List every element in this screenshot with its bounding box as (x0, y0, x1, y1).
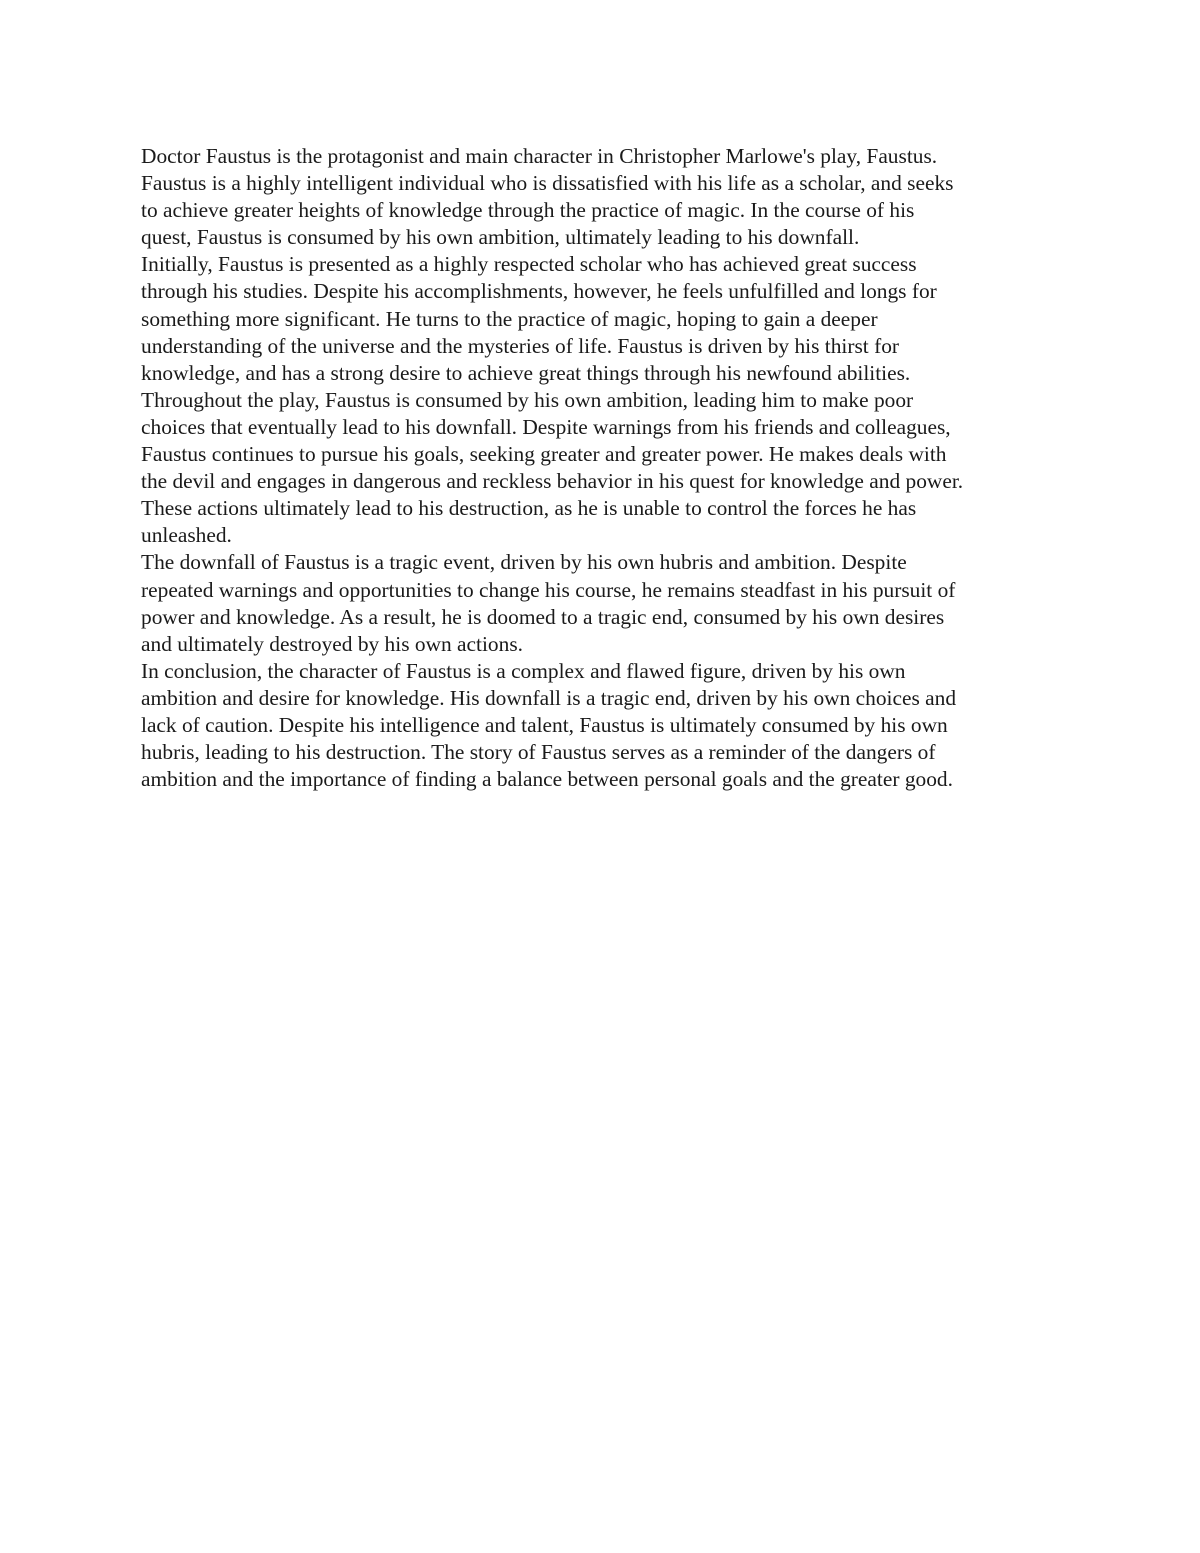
text-line: knowledge, and has a strong desire to achieve great things through his newfound abilities. (141, 360, 911, 385)
text-line: to achieve greater heights of knowledge through the practice of magic. In the course of his (141, 198, 915, 223)
text-line: understanding of the universe and the mysteries of life. Faustus is driven by his thirst for (141, 333, 900, 358)
text-line: Initially, Faustus is presented as a highly respected scholar who has achieved great success (141, 252, 917, 277)
text-line: In conclusion, the character of Faustus is a complex and flawed figure, driven by his own (141, 658, 906, 683)
text-line: Faustus continues to pursue his goals, seeking greater and greater power. He makes deals with (141, 442, 947, 467)
text-line: Throughout the play, Faustus is consumed by his own ambition, leading him to make poor (141, 387, 914, 412)
text-line: These actions ultimately lead to his destruction, as he is unable to control the forces he has (141, 496, 917, 521)
text-line: the devil and engages in dangerous and reckless behavior in his quest for knowledge and power. (141, 469, 964, 494)
text-line: and ultimately destroyed by his own actions. (141, 631, 523, 656)
body-text (141, 143, 1081, 793)
text-line: ambition and the importance of finding a balance between personal goals and the greater good. (141, 767, 953, 792)
text-line: hubris, leading to his destruction. The story of Faustus serves as a reminder of the dangers of (141, 740, 936, 765)
text-line: Faustus is a highly intelligent individual who is dissatisfied with his life as a scholar, and seeks (141, 171, 954, 196)
text-line: lack of caution. Despite his intelligence and talent, Faustus is ultimately consumed by his own (141, 712, 948, 737)
text-line: ambition and desire for knowledge. His downfall is a tragic end, driven by his own choices and (141, 685, 957, 710)
text-line: choices that eventually lead to his downfall. Despite warnings from his friends and colleagues, (141, 414, 951, 439)
text-line: Doctor Faustus is the protagonist and main character in Christopher Marlowe's play, Faustus. (141, 144, 938, 168)
text-line: through his studies. Despite his accomplishments, however, he feels unfulfilled and longs for (141, 279, 937, 304)
text-line: The downfall of Faustus is a tragic event, driven by his own hubris and ambition. Despite (141, 550, 907, 575)
text-line: something more significant. He turns to the practice of magic, hoping to gain a deeper (141, 306, 878, 331)
text-line: unleashed. (141, 523, 232, 548)
text-line: quest, Faustus is consumed by his own ambition, ultimately leading to his downfall. (141, 225, 860, 250)
text-line: repeated warnings and opportunities to change his course, he remains steadfast in his pursuit of (141, 577, 956, 602)
text-line: power and knowledge. As a result, he is doomed to a tragic end, consumed by his own desires (141, 604, 945, 629)
